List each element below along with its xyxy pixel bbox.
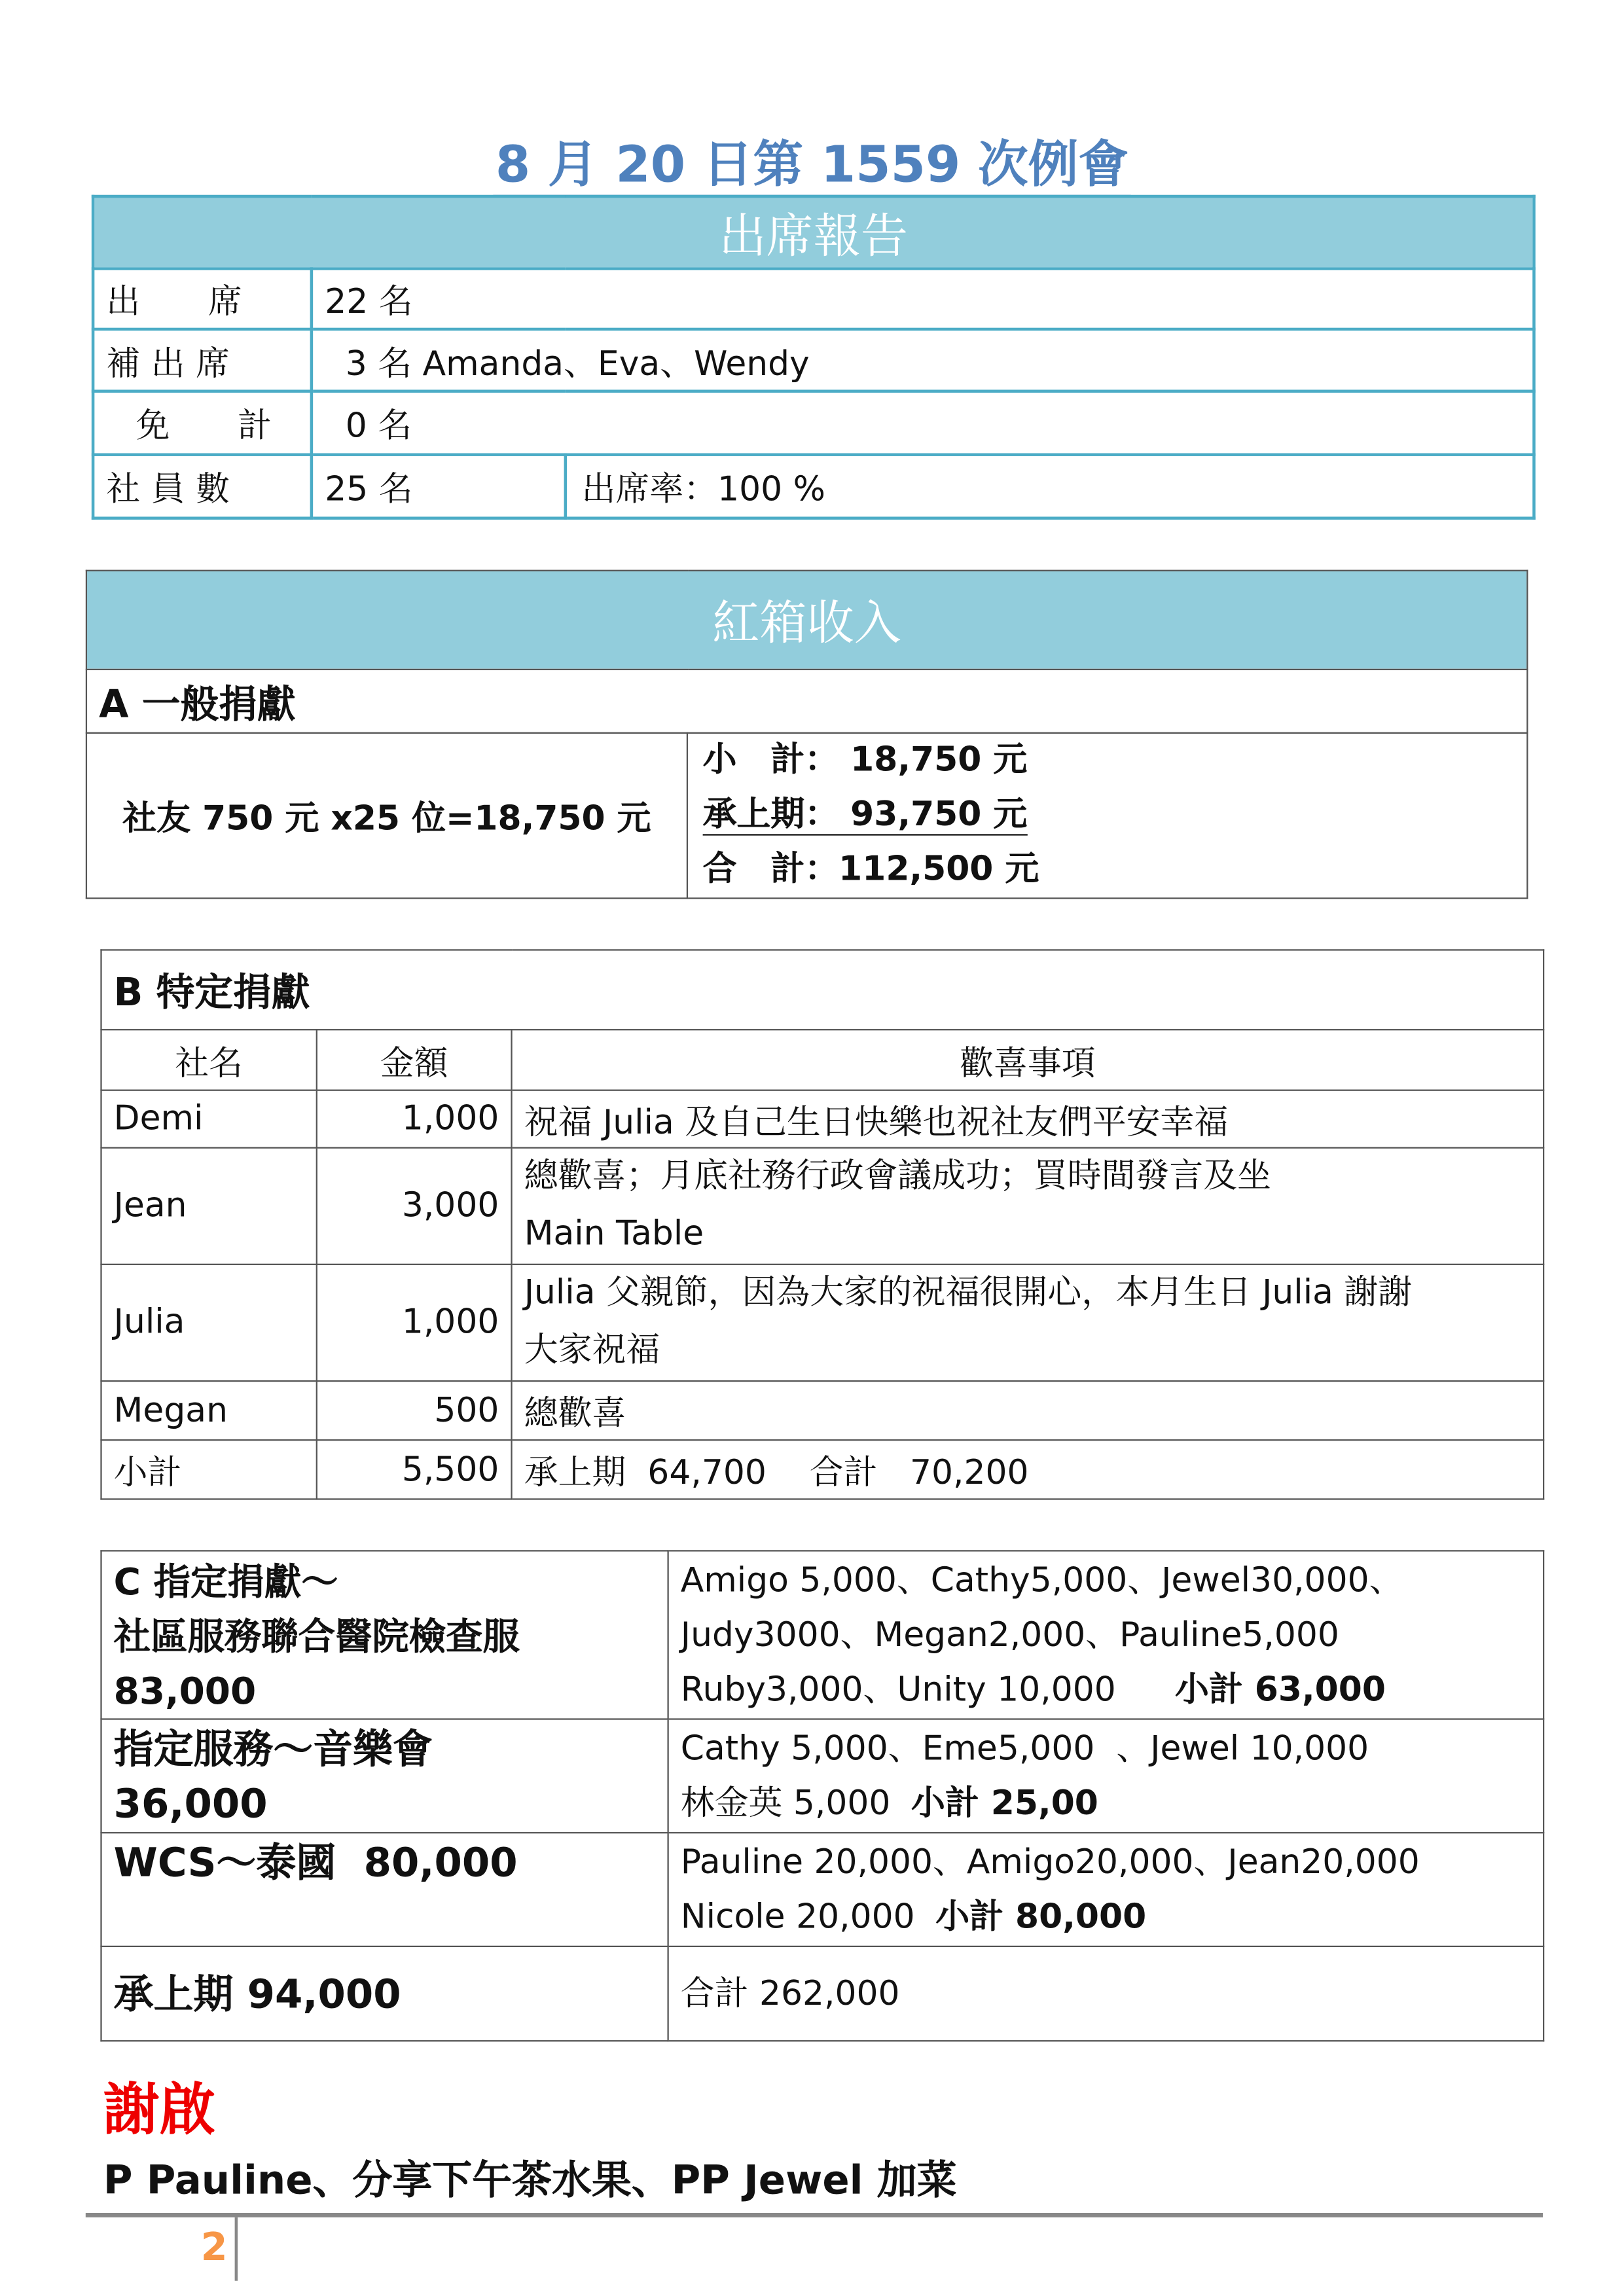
page-number: 2 <box>200 2226 228 2270</box>
footer-divider <box>86 2213 1543 2217</box>
red-box-table <box>86 570 1528 899</box>
table-row: Jean 3,000 總歡喜；月底社務行政會議成功；買時間發言及坐 Main Table <box>101 1148 1544 1265</box>
total: 合 計：112,500 元 <box>702 850 1039 889</box>
attendance-header: 出席報告 <box>93 196 1534 269</box>
thanks-text: P Pauline、分享下午茶水果、PP Jewel 加菜 <box>103 2158 957 2204</box>
exempt-label: 免 計 <box>93 391 312 455</box>
specific-donations-table <box>100 949 1544 1499</box>
subtotal-row: 小計 5,500 承上期 64,700 合計 70,200 <box>101 1440 1544 1499</box>
makeup-value: 3 名 Amanda、Eva、Wendy <box>312 329 1534 391</box>
page-title: 8 月 20 日第 1559 次例會 <box>0 124 1624 196</box>
footer-vertical-divider <box>235 2217 238 2281</box>
column-header: 社名 <box>101 1030 317 1090</box>
column-header: 歡喜事項 <box>512 1030 1544 1090</box>
section-a-title: A 一般捐獻 <box>86 670 1527 733</box>
subtotal: 小 計： 18,750 元 <box>702 741 1028 780</box>
red-box-header: 紅箱收入 <box>86 571 1527 670</box>
designated-donations-table <box>100 1550 1544 2041</box>
members-label: 社 員 數 <box>93 455 312 518</box>
table-row: 承上期 94,000 合計 262,000 <box>101 1946 1544 2041</box>
carried-forward: 承上期： 93,750 元 <box>703 788 1515 842</box>
members-value: 25 名 <box>312 455 566 518</box>
table-row: Demi 1,000 祝福 Julia 及自己生日快樂也祝社友們平安幸福 <box>101 1090 1544 1148</box>
attendance-label: 出 席 <box>93 269 312 329</box>
attendance-rate: 出席率：100 % <box>566 455 1534 518</box>
attendance-table <box>92 195 1536 520</box>
table-row: Julia 1,000 Julia 父親節，因為大家的祝福很開心，本月生日 Julia 謝謝 大家祝福 <box>101 1265 1544 1381</box>
column-header: 金額 <box>317 1030 512 1090</box>
attendance-value: 22 名 <box>312 269 1534 329</box>
table-row: C 指定捐獻～ 社區服務聯合醫院檢查服 83,000 Amigo 5,000、Cathy5,000、Jewel30,000、 Judy3000、Megan2,000、Pauline5,000 Ruby3,000、Unity 10,000 小計 63,000 <box>101 1551 1544 1719</box>
thanks-title: 謝啟 <box>103 2077 216 2142</box>
section-b-title: B 特定捐獻 <box>101 950 1544 1030</box>
table-row: 指定服務～音樂會 36,000 Cathy 5,000、Eme5,000 、Jewel 10,000 林金英 5,000 小計 25,00 <box>101 1719 1544 1833</box>
exempt-value: 0 名 <box>312 391 1534 455</box>
makeup-label: 補 出 席 <box>93 329 312 391</box>
table-row: WCS～泰國 80,000 Pauline 20,000、Amigo20,000、Jean20,000 Nicole 20,000 小計 80,000 <box>101 1833 1544 1946</box>
general-donation-formula: 社友 750 元 x25 位=18,750 元 <box>86 733 687 899</box>
table-row: Megan 500 總歡喜 <box>101 1381 1544 1440</box>
